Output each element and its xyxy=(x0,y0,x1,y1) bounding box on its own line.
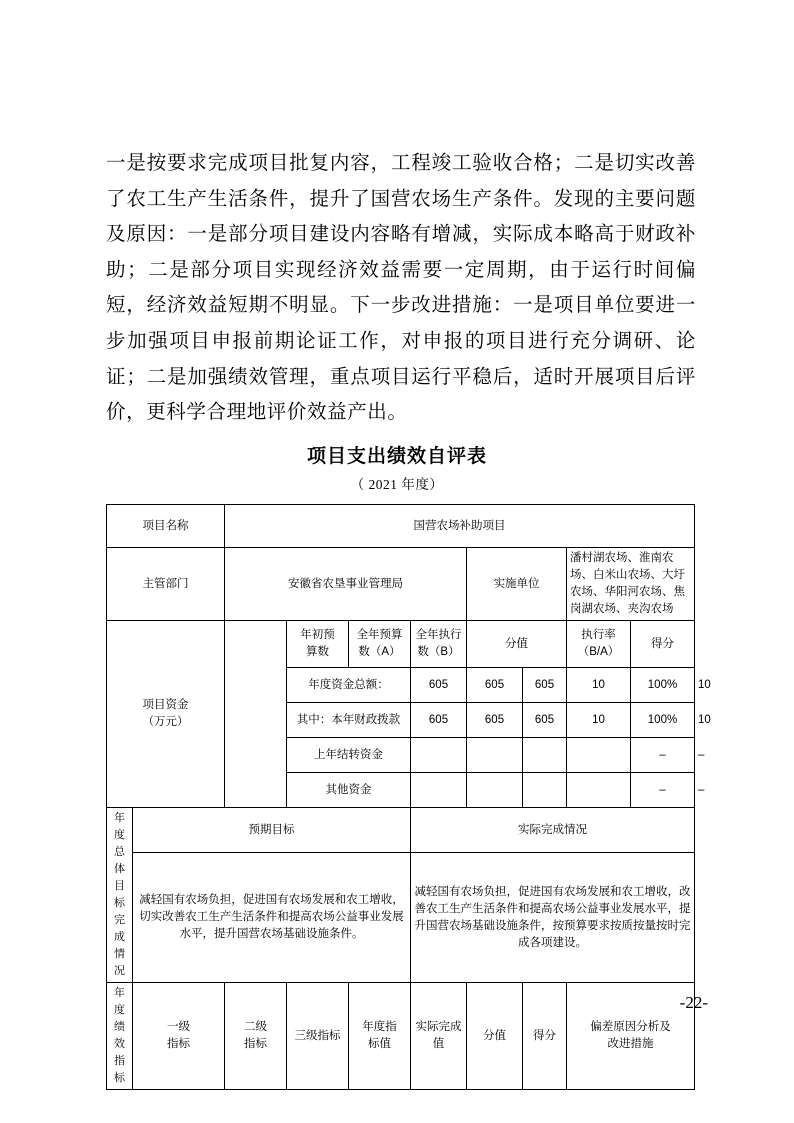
fund-exec-rate: – xyxy=(631,773,695,808)
actual-completion-text: 减轻国有农场负担，促进国有农场发展和农工增收，改善农工生产生活条件和提高农场公益事业发展水平，提升国营农场基础设施条件，按预算要求按质按量按时完成各项建设。 xyxy=(411,853,695,983)
actual-completion-header: 实际完成情况 xyxy=(411,808,695,853)
fund-exec-rate: 100% xyxy=(631,668,695,703)
fund-row-name: 上年结转资金 xyxy=(287,738,411,773)
fund-annual-budget: 605 xyxy=(467,703,523,738)
overall-goal-side-label: 年度总体目标完成情况 xyxy=(107,808,133,983)
table-row: 其中：本年财政拨款 605 605 605 10 100% 10 xyxy=(107,703,695,738)
perf-score-value-header: 分值 xyxy=(467,983,523,1090)
level1-indicator-header-line2: 指标 xyxy=(167,1038,190,1050)
actual-value-header-line1: 实际完成 xyxy=(415,1021,462,1033)
project-name-value: 国营农场补助项目 xyxy=(225,505,695,548)
col-annual-budget-header-line1: 全年预算 xyxy=(356,629,403,641)
implementing-unit-label: 实施单位 xyxy=(467,548,567,621)
project-name-label: 项目名称 xyxy=(107,505,225,548)
table-row xyxy=(107,621,695,668)
col-initial-budget-header-line1: 年初预 xyxy=(300,629,335,641)
project-funds-label-line2: （万元） xyxy=(142,716,189,728)
table-row xyxy=(107,548,695,621)
col-annual-exec-header xyxy=(411,621,467,668)
table-row: 其他资金 – – xyxy=(107,773,695,808)
page-subtitle: （ 2021 年度） xyxy=(350,477,444,492)
table-row: 年度资金总额： 605 605 605 10 100% 10 xyxy=(107,668,695,703)
col-annual-budget-header-line2: 数（A） xyxy=(358,646,401,658)
expected-goal-header: 预期目标 xyxy=(133,808,411,853)
col-exec-rate-header xyxy=(567,621,631,668)
fund-row-name: 其中：本年财政拨款 xyxy=(287,703,411,738)
table-row xyxy=(107,808,695,853)
fund-initial-budget xyxy=(411,773,467,808)
deviation-analysis-header-line2: 改进措施 xyxy=(607,1038,654,1050)
fund-annual-budget xyxy=(467,738,523,773)
fund-annual-exec xyxy=(523,773,567,808)
annual-target-value-header-line1: 年度指 xyxy=(362,1021,397,1033)
fund-score-value xyxy=(567,773,631,808)
col-score-header: 得分 xyxy=(631,621,695,668)
department-value: 安徽省农垦事业管理局 xyxy=(225,548,467,621)
fund-score-value: 10 xyxy=(567,668,631,703)
perf-indicator-side-label: 年度绩效指标 xyxy=(107,983,133,1090)
level2-indicator-header-line2: 指标 xyxy=(244,1038,267,1050)
fund-score-value xyxy=(567,738,631,773)
fund-score-value: 10 xyxy=(567,703,631,738)
deviation-analysis-header-line1: 偏差原因分析及 xyxy=(590,1021,671,1033)
fund-row-name: 其他资金 xyxy=(287,773,411,808)
fund-row-name: 年度资金总额： xyxy=(287,668,411,703)
col-annual-exec-header-line1: 全年执行 xyxy=(415,629,462,641)
col-annual-budget-header xyxy=(349,621,411,668)
level3-indicator-header: 三级指标 xyxy=(287,983,349,1090)
annual-target-value-header-line2: 标值 xyxy=(368,1038,391,1050)
fund-exec-rate: – xyxy=(631,738,695,773)
table-row xyxy=(107,853,695,983)
fund-annual-exec: 605 xyxy=(523,703,567,738)
fund-initial-budget: 605 xyxy=(411,668,467,703)
fund-initial-budget xyxy=(411,738,467,773)
department-label: 主管部门 xyxy=(107,548,225,621)
table-row xyxy=(107,505,695,548)
fund-exec-rate: 100% xyxy=(631,703,695,738)
fund-annual-budget: 605 xyxy=(467,668,523,703)
expected-goal-text: 减轻国有农场负担，促进国有农场发展和农工增收，切实改善农工生产生活条件和提高农场公益事业发展水平，提升国营农场基础设施条件。 xyxy=(133,853,411,983)
table-row: 上年结转资金 – – xyxy=(107,738,695,773)
fund-annual-exec xyxy=(523,738,567,773)
perf-score-header: 得分 xyxy=(523,983,567,1090)
actual-value-header-line2: 值 xyxy=(432,1038,445,1050)
page-number: -22- xyxy=(679,993,708,1012)
body-paragraph: 一是按要求完成项目批复内容，工程竣工验收合格；二是切实改善了农工生产生活条件，提升了国营农场生产条件。发现的主要问题及原因：一是部分项目建设内容略有增减，实际成本略高于财政补助；二是部分项目实现经济效益需要一定周期，由于运行时间偏短，经济效益短期不明显。下一步改进措施：一是项目单位要进一步加强项目申报前期论证工作，对申报的项目进行充分调研、论证；二是加强绩效管理，重点项目运行平稳后，适时开展项目后评价，更科学合理地评价效益产出。 xyxy=(106,153,696,424)
col-annual-exec-header-line2: 数（B） xyxy=(417,646,460,658)
project-funds-label xyxy=(107,621,225,808)
col-score-value-header: 分值 xyxy=(467,621,567,668)
col-exec-rate-header-line2: （B/A） xyxy=(577,646,620,658)
page-title: 项目支出绩效自评表 xyxy=(306,446,487,467)
fund-annual-budget xyxy=(467,773,523,808)
col-initial-budget-header-line2: 算数 xyxy=(306,646,329,658)
level1-indicator-header-line1: 一级 xyxy=(167,1021,190,1033)
fund-annual-exec: 605 xyxy=(523,668,567,703)
level2-indicator-header-line1: 二级 xyxy=(244,1021,267,1033)
implementing-unit-value: 潘村湖农场、淮南农场、白米山农场、大圩农场、华阳河农场、焦岗湖农场、夹沟农场 xyxy=(567,548,695,621)
col-initial-budget-header xyxy=(287,621,349,668)
col-exec-rate-header-line1: 执行率 xyxy=(581,629,616,641)
fund-initial-budget: 605 xyxy=(411,703,467,738)
project-funds-label-line1: 项目资金 xyxy=(142,699,189,711)
